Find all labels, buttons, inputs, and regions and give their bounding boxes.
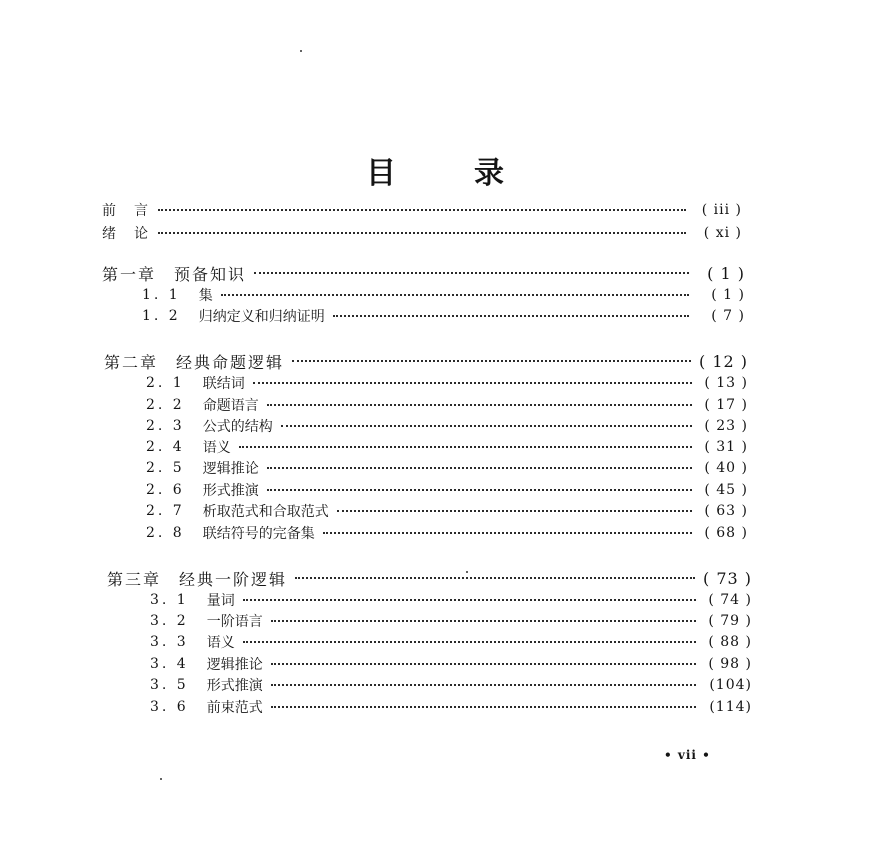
toc-entry-title: 集 — [198, 288, 213, 304]
toc-entry-title: 命题语言 — [202, 398, 259, 414]
toc-section-number: 3. 3 — [150, 634, 189, 650]
toc-entry-label — [150, 632, 235, 652]
toc-entry-title: 一阶语言 — [206, 614, 263, 630]
toc-entry-title: 第一章 预备知识 — [102, 264, 247, 284]
toc-section-number: 2. 1 — [146, 375, 185, 391]
dot-leader — [281, 425, 692, 427]
toc-page-number: ( 79 ) — [708, 613, 752, 629]
toc-entry-title: 量词 — [206, 593, 235, 609]
dot-leader — [271, 706, 696, 708]
toc-section-entry[interactable] — [150, 675, 752, 695]
toc-entry-label — [107, 567, 287, 590]
toc-section-entry[interactable] — [142, 306, 745, 326]
toc-entry-label — [146, 480, 259, 500]
toc-section-number: 3. 2 — [150, 613, 189, 629]
toc-page-number: ( 73 ) — [702, 568, 752, 588]
toc-page-number: ( 88 ) — [708, 634, 752, 650]
toc-entry-title: 语义 — [206, 635, 235, 651]
toc-page-number: ( 63 ) — [704, 503, 748, 519]
toc-section-entry[interactable] — [150, 590, 752, 610]
toc-entry-title: 语义 — [202, 440, 231, 456]
toc-entry-label — [146, 416, 273, 436]
title-char-1: 目 — [366, 156, 396, 191]
toc-entry-title: 联结词 — [202, 376, 245, 392]
toc-entry-label — [150, 697, 263, 717]
toc-page-number: ( 23 ) — [704, 418, 748, 434]
toc-entry-label — [142, 306, 325, 326]
dot-leader — [271, 684, 696, 686]
page-number-footer: • vii • — [664, 748, 711, 762]
toc-entry-label — [146, 437, 231, 457]
toc-entry-title: 前束范式 — [206, 700, 263, 716]
dot-leader — [158, 209, 686, 211]
toc-entry-title: 第二章 经典命题逻辑 — [104, 352, 285, 372]
toc-section-entry[interactable] — [150, 611, 752, 631]
dot-leader — [158, 232, 686, 234]
toc-section-entry[interactable] — [150, 654, 752, 674]
toc-page-number: ( 17 ) — [704, 397, 748, 413]
toc-section-number: 2. 3 — [146, 418, 185, 434]
dot-leader — [295, 577, 695, 579]
toc-entry-label — [146, 458, 259, 478]
dot-leader — [267, 404, 692, 406]
toc-front-entry[interactable] — [102, 223, 742, 243]
toc-chapter-entry[interactable] — [104, 351, 748, 371]
toc-chapter-entry[interactable] — [102, 263, 745, 283]
toc-entry-title: 形式推演 — [202, 483, 259, 499]
dot-leader — [267, 467, 692, 469]
toc-page-number: ( xi ) — [703, 225, 742, 241]
toc-entry-label — [102, 223, 150, 243]
dot-leader — [267, 489, 692, 491]
toc-page-number: ( 45 ) — [704, 482, 748, 498]
toc-entry-title: 第三章 经典一阶逻辑 — [107, 569, 288, 589]
toc-entry-label — [150, 590, 235, 610]
toc-section-entry[interactable] — [150, 697, 752, 717]
toc-section-entry[interactable] — [146, 416, 748, 436]
toc-section-entry[interactable] — [146, 437, 748, 457]
toc-entry-label — [146, 373, 245, 393]
toc-page-number: ( 13 ) — [704, 375, 748, 391]
toc-section-number: 1. 1 — [142, 287, 181, 303]
toc-chapter-entry[interactable] — [107, 568, 752, 588]
toc-page-number: ( 7 ) — [711, 308, 745, 324]
toc-page-number: ( 98 ) — [708, 656, 752, 672]
dot-leader — [243, 641, 696, 643]
dot-leader — [333, 315, 689, 317]
toc-section-entry[interactable] — [146, 458, 748, 478]
toc-entry-title: 绪 论 — [102, 226, 150, 242]
toc-section-number: 3. 6 — [150, 699, 189, 715]
toc-page-number: (114) — [709, 699, 752, 715]
toc-entry-title: 联结符号的完备集 — [202, 526, 315, 542]
dot-leader — [243, 599, 696, 601]
toc-page-number: ( 68 ) — [704, 525, 748, 541]
toc-page-number: ( 74 ) — [708, 592, 752, 608]
toc-entry-label — [150, 611, 263, 631]
toc-entry-label — [146, 501, 329, 521]
toc-section-number: 2. 2 — [146, 397, 185, 413]
dot-leader — [239, 446, 692, 448]
toc-entry-title: 公式的结构 — [202, 419, 273, 435]
toc-entry-label — [150, 654, 263, 674]
toc-entry-label — [102, 200, 150, 220]
dot-leader — [221, 294, 689, 296]
toc-entry-title: 逻辑推论 — [206, 657, 263, 673]
toc-page-number: ( iii ) — [701, 202, 742, 218]
toc-front-entry[interactable] — [102, 200, 742, 220]
toc-entry-title: 前 言 — [102, 203, 150, 219]
toc-section-entry[interactable] — [146, 501, 748, 521]
toc-section-number: 3. 1 — [150, 592, 189, 608]
toc-entry-label — [142, 285, 213, 305]
toc-section-entry[interactable] — [142, 285, 745, 305]
toc-entry-title: 析取范式和合取范式 — [202, 504, 329, 520]
toc-section-entry[interactable] — [146, 480, 748, 500]
toc-entry-label — [102, 262, 246, 285]
toc-page-number: ( 1 ) — [711, 287, 745, 303]
dot-leader — [337, 510, 692, 512]
toc-entry-label — [146, 523, 315, 543]
toc-section-entry[interactable] — [146, 373, 748, 393]
toc-section-number: 2. 8 — [146, 525, 185, 541]
toc-section-entry[interactable] — [146, 523, 748, 543]
toc-entry-title: 逻辑推论 — [202, 461, 259, 477]
toc-section-number: 2. 7 — [146, 503, 185, 519]
toc-entry-title: 形式推演 — [206, 678, 263, 694]
toc-page-number: ( 12 ) — [698, 351, 748, 371]
dot-leader — [271, 663, 696, 665]
toc-section-entry[interactable] — [146, 395, 748, 415]
toc-page-number: ( 40 ) — [704, 460, 748, 476]
toc-entry-title: 归纳定义和归纳证明 — [198, 309, 325, 325]
dot-leader — [271, 620, 696, 622]
toc-section-number: 3. 4 — [150, 656, 189, 672]
toc-section-entry[interactable] — [150, 632, 752, 652]
toc-page-number: (104) — [709, 677, 752, 693]
toc-entry-label — [150, 675, 263, 695]
toc-entry-label — [146, 395, 259, 415]
dot-leader — [253, 382, 692, 384]
title-char-2: 录 — [474, 156, 504, 191]
toc-section-number: 2. 5 — [146, 460, 185, 476]
toc-section-number: 2. 6 — [146, 482, 185, 498]
toc-section-number: 2. 4 — [146, 439, 185, 455]
toc-entry-label — [104, 350, 284, 373]
toc-section-number: 1. 2 — [142, 308, 181, 324]
dot-leader — [323, 532, 692, 534]
toc-page-number: ( 1 ) — [707, 263, 745, 283]
toc-section-number: 3. 5 — [150, 677, 189, 693]
toc-page-number: ( 31 ) — [704, 439, 748, 455]
dot-leader — [254, 272, 689, 274]
dot-leader — [292, 360, 691, 362]
